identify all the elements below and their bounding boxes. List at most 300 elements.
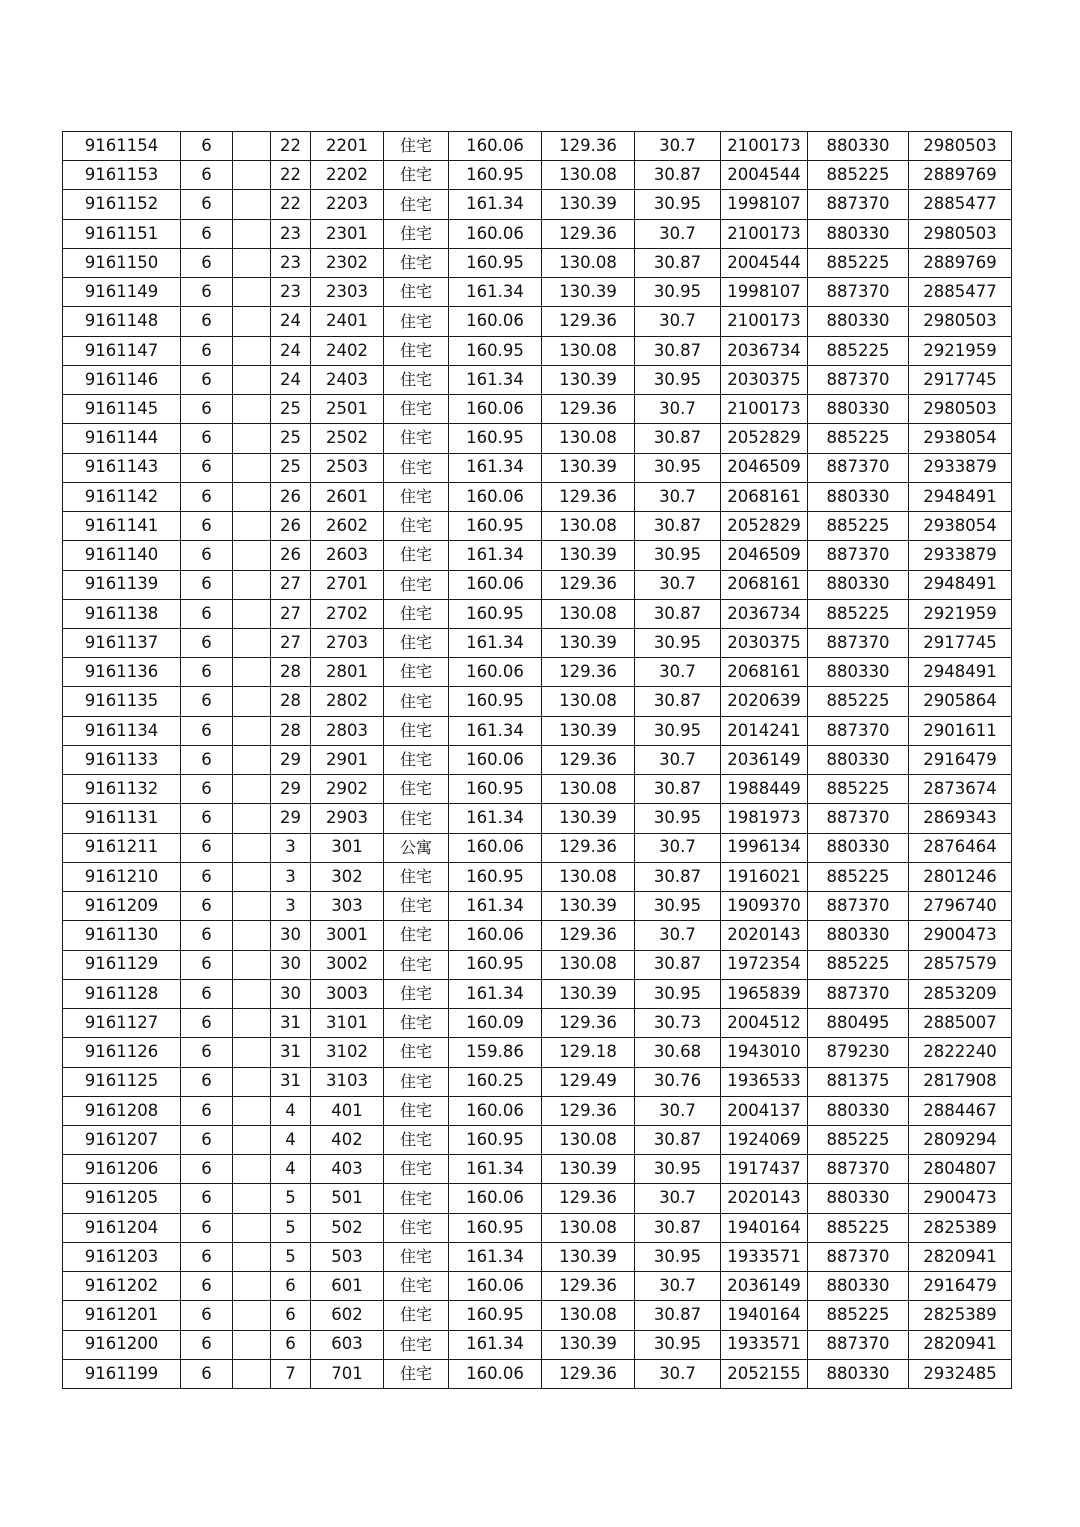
shared-area-cell: 30.7 [635, 219, 721, 248]
price-b-cell: 885225 [808, 687, 909, 716]
unit-cell [233, 395, 271, 424]
floor-cell: 5 [271, 1242, 311, 1271]
total-area-cell: 160.95 [449, 512, 542, 541]
total-price-cell: 2938054 [909, 512, 1012, 541]
room-number-cell: 2203 [311, 190, 384, 219]
total-price-cell: 2905864 [909, 687, 1012, 716]
floor-cell: 30 [271, 979, 311, 1008]
room-code-cell: 9161200 [63, 1330, 181, 1359]
price-b-cell: 885225 [808, 1301, 909, 1330]
shared-area-cell: 30.87 [635, 950, 721, 979]
room-code-cell: 9161133 [63, 745, 181, 774]
table-row [63, 1330, 1012, 1359]
room-number-cell: 2301 [311, 219, 384, 248]
shared-area-cell: 30.7 [635, 395, 721, 424]
room-number-cell: 2501 [311, 395, 384, 424]
usage-cell: 住宅 [384, 190, 449, 219]
shared-area-cell: 30.7 [635, 482, 721, 511]
room-number-cell: 2602 [311, 512, 384, 541]
inner-area-cell: 129.36 [542, 833, 635, 862]
table-row [63, 1242, 1012, 1271]
floor-cell: 24 [271, 307, 311, 336]
price-b-cell: 880330 [808, 921, 909, 950]
usage-cell: 住宅 [384, 921, 449, 950]
total-price-cell: 2820941 [909, 1330, 1012, 1359]
inner-area-cell: 129.36 [542, 1359, 635, 1388]
total-area-cell: 160.06 [449, 132, 542, 161]
shared-area-cell: 30.87 [635, 512, 721, 541]
table-row [63, 336, 1012, 365]
price-b-cell: 887370 [808, 979, 909, 1008]
usage-cell: 住宅 [384, 599, 449, 628]
total-price-cell: 2921959 [909, 599, 1012, 628]
shared-area-cell: 30.7 [635, 307, 721, 336]
price-a-cell: 1988449 [721, 775, 808, 804]
usage-cell: 住宅 [384, 1096, 449, 1125]
price-b-cell: 887370 [808, 453, 909, 482]
total-price-cell: 2916479 [909, 1272, 1012, 1301]
shared-area-cell: 30.7 [635, 745, 721, 774]
price-b-cell: 880330 [808, 1359, 909, 1388]
room-code-cell: 9161149 [63, 278, 181, 307]
total-area-cell: 160.06 [449, 219, 542, 248]
floor-cell: 25 [271, 395, 311, 424]
price-a-cell: 2046509 [721, 541, 808, 570]
unit-cell [233, 716, 271, 745]
table-body [63, 132, 1012, 1389]
total-price-cell: 2885477 [909, 190, 1012, 219]
usage-cell: 住宅 [384, 132, 449, 161]
total-area-cell: 160.95 [449, 1213, 542, 1242]
price-b-cell: 881375 [808, 1067, 909, 1096]
inner-area-cell: 130.08 [542, 599, 635, 628]
floor-cell: 4 [271, 1096, 311, 1125]
room-code-cell: 9161154 [63, 132, 181, 161]
room-number-cell: 2802 [311, 687, 384, 716]
shared-area-cell: 30.7 [635, 658, 721, 687]
shared-area-cell: 30.87 [635, 1213, 721, 1242]
price-a-cell: 1965839 [721, 979, 808, 1008]
table-row [63, 453, 1012, 482]
room-number-cell: 2303 [311, 278, 384, 307]
unit-cell [233, 599, 271, 628]
total-area-cell: 160.06 [449, 307, 542, 336]
price-a-cell: 2030375 [721, 628, 808, 657]
price-a-cell: 1917437 [721, 1155, 808, 1184]
usage-cell: 住宅 [384, 1125, 449, 1154]
building-cell: 6 [181, 950, 233, 979]
room-code-cell: 9161151 [63, 219, 181, 248]
unit-cell [233, 336, 271, 365]
unit-cell [233, 161, 271, 190]
price-a-cell: 2100173 [721, 219, 808, 248]
total-price-cell: 2980503 [909, 395, 1012, 424]
floor-cell: 5 [271, 1184, 311, 1213]
floor-cell: 26 [271, 512, 311, 541]
inner-area-cell: 130.08 [542, 862, 635, 891]
price-b-cell: 887370 [808, 365, 909, 394]
floor-cell: 6 [271, 1272, 311, 1301]
unit-cell [233, 921, 271, 950]
unit-cell [233, 482, 271, 511]
unit-cell [233, 1184, 271, 1213]
total-price-cell: 2921959 [909, 336, 1012, 365]
total-price-cell: 2980503 [909, 219, 1012, 248]
floor-cell: 22 [271, 161, 311, 190]
total-price-cell: 2917745 [909, 365, 1012, 394]
unit-cell [233, 1272, 271, 1301]
inner-area-cell: 130.39 [542, 804, 635, 833]
inner-area-cell: 130.39 [542, 190, 635, 219]
inner-area-cell: 129.18 [542, 1038, 635, 1067]
room-number-cell: 2202 [311, 161, 384, 190]
total-area-cell: 160.95 [449, 599, 542, 628]
floor-cell: 3 [271, 833, 311, 862]
table-row [63, 1155, 1012, 1184]
unit-cell [233, 658, 271, 687]
price-b-cell: 885225 [808, 336, 909, 365]
unit-cell [233, 424, 271, 453]
unit-cell [233, 541, 271, 570]
usage-cell: 住宅 [384, 1184, 449, 1213]
floor-cell: 28 [271, 687, 311, 716]
price-b-cell: 880330 [808, 395, 909, 424]
price-a-cell: 2052829 [721, 512, 808, 541]
total-price-cell: 2885007 [909, 1009, 1012, 1038]
shared-area-cell: 30.95 [635, 365, 721, 394]
unit-cell [233, 307, 271, 336]
usage-cell: 住宅 [384, 1242, 449, 1271]
unit-cell [233, 1096, 271, 1125]
inner-area-cell: 129.49 [542, 1067, 635, 1096]
total-price-cell: 2876464 [909, 833, 1012, 862]
building-cell: 6 [181, 336, 233, 365]
room-code-cell: 9161202 [63, 1272, 181, 1301]
price-b-cell: 885225 [808, 512, 909, 541]
floor-cell: 22 [271, 132, 311, 161]
price-b-cell: 885225 [808, 1125, 909, 1154]
shared-area-cell: 30.87 [635, 161, 721, 190]
table-row [63, 892, 1012, 921]
total-area-cell: 160.95 [449, 1125, 542, 1154]
table-row [63, 775, 1012, 804]
room-code-cell: 9161138 [63, 599, 181, 628]
price-a-cell: 1909370 [721, 892, 808, 921]
room-number-cell: 2502 [311, 424, 384, 453]
usage-cell: 住宅 [384, 1330, 449, 1359]
total-area-cell: 160.06 [449, 833, 542, 862]
building-cell: 6 [181, 190, 233, 219]
floor-cell: 29 [271, 804, 311, 833]
building-cell: 6 [181, 365, 233, 394]
price-b-cell: 880330 [808, 833, 909, 862]
total-price-cell: 2933879 [909, 541, 1012, 570]
room-number-cell: 701 [311, 1359, 384, 1388]
total-area-cell: 160.06 [449, 395, 542, 424]
table-row [63, 658, 1012, 687]
inner-area-cell: 129.36 [542, 1009, 635, 1038]
room-code-cell: 9161204 [63, 1213, 181, 1242]
price-a-cell: 1972354 [721, 950, 808, 979]
room-number-cell: 3003 [311, 979, 384, 1008]
price-b-cell: 885225 [808, 599, 909, 628]
table-row [63, 979, 1012, 1008]
price-a-cell: 1936533 [721, 1067, 808, 1096]
room-code-cell: 9161134 [63, 716, 181, 745]
room-code-cell: 9161148 [63, 307, 181, 336]
table-row [63, 1272, 1012, 1301]
shared-area-cell: 30.95 [635, 278, 721, 307]
room-code-cell: 9161152 [63, 190, 181, 219]
total-price-cell: 2796740 [909, 892, 1012, 921]
total-price-cell: 2900473 [909, 921, 1012, 950]
building-cell: 6 [181, 862, 233, 891]
building-cell: 6 [181, 278, 233, 307]
price-b-cell: 880330 [808, 658, 909, 687]
price-a-cell: 2052829 [721, 424, 808, 453]
inner-area-cell: 129.36 [542, 1272, 635, 1301]
inner-area-cell: 130.39 [542, 365, 635, 394]
building-cell: 6 [181, 804, 233, 833]
total-price-cell: 2889769 [909, 248, 1012, 277]
room-code-cell: 9161126 [63, 1038, 181, 1067]
unit-cell [233, 365, 271, 394]
price-a-cell: 2004544 [721, 161, 808, 190]
room-number-cell: 2801 [311, 658, 384, 687]
document-page [62, 131, 1011, 1389]
room-code-cell: 9161128 [63, 979, 181, 1008]
table-row [63, 628, 1012, 657]
room-number-cell: 3001 [311, 921, 384, 950]
inner-area-cell: 130.08 [542, 248, 635, 277]
inner-area-cell: 130.39 [542, 628, 635, 657]
shared-area-cell: 30.87 [635, 1301, 721, 1330]
building-cell: 6 [181, 892, 233, 921]
price-b-cell: 887370 [808, 804, 909, 833]
price-b-cell: 887370 [808, 892, 909, 921]
building-cell: 6 [181, 775, 233, 804]
room-number-cell: 2902 [311, 775, 384, 804]
total-price-cell: 2801246 [909, 862, 1012, 891]
price-a-cell: 2004512 [721, 1009, 808, 1038]
usage-cell: 住宅 [384, 1213, 449, 1242]
room-number-cell: 303 [311, 892, 384, 921]
price-a-cell: 2046509 [721, 453, 808, 482]
price-b-cell: 880330 [808, 482, 909, 511]
room-code-cell: 9161144 [63, 424, 181, 453]
usage-cell: 住宅 [384, 1272, 449, 1301]
shared-area-cell: 30.7 [635, 921, 721, 950]
building-cell: 6 [181, 1125, 233, 1154]
table-row [63, 219, 1012, 248]
total-price-cell: 2980503 [909, 132, 1012, 161]
shared-area-cell: 30.95 [635, 1242, 721, 1271]
total-price-cell: 2804807 [909, 1155, 1012, 1184]
table-row [63, 1359, 1012, 1388]
room-number-cell: 2302 [311, 248, 384, 277]
room-code-cell: 9161141 [63, 512, 181, 541]
table-row [63, 365, 1012, 394]
unit-cell [233, 132, 271, 161]
room-number-cell: 301 [311, 833, 384, 862]
floor-cell: 23 [271, 248, 311, 277]
inner-area-cell: 129.36 [542, 570, 635, 599]
usage-cell: 住宅 [384, 512, 449, 541]
table-row [63, 161, 1012, 190]
price-a-cell: 1940164 [721, 1213, 808, 1242]
usage-cell: 住宅 [384, 862, 449, 891]
room-code-cell: 9161127 [63, 1009, 181, 1038]
inner-area-cell: 130.39 [542, 979, 635, 1008]
inner-area-cell: 129.36 [542, 1096, 635, 1125]
total-area-cell: 160.95 [449, 950, 542, 979]
price-a-cell: 2036149 [721, 745, 808, 774]
room-number-cell: 401 [311, 1096, 384, 1125]
building-cell: 6 [181, 921, 233, 950]
table-row [63, 1301, 1012, 1330]
room-code-cell: 9161139 [63, 570, 181, 599]
price-b-cell: 880330 [808, 745, 909, 774]
room-code-cell: 9161203 [63, 1242, 181, 1271]
total-area-cell: 161.34 [449, 1330, 542, 1359]
usage-cell: 住宅 [384, 628, 449, 657]
building-cell: 6 [181, 1301, 233, 1330]
room-number-cell: 2601 [311, 482, 384, 511]
price-a-cell: 2020143 [721, 921, 808, 950]
usage-cell: 住宅 [384, 1359, 449, 1388]
price-b-cell: 885225 [808, 1213, 909, 1242]
room-number-cell: 3102 [311, 1038, 384, 1067]
total-area-cell: 160.09 [449, 1009, 542, 1038]
price-a-cell: 2052155 [721, 1359, 808, 1388]
floor-cell: 24 [271, 365, 311, 394]
room-code-cell: 9161205 [63, 1184, 181, 1213]
building-cell: 6 [181, 1359, 233, 1388]
building-cell: 6 [181, 453, 233, 482]
shared-area-cell: 30.87 [635, 599, 721, 628]
room-code-cell: 9161125 [63, 1067, 181, 1096]
total-area-cell: 160.95 [449, 424, 542, 453]
unit-cell [233, 1330, 271, 1359]
building-cell: 6 [181, 658, 233, 687]
total-price-cell: 2980503 [909, 307, 1012, 336]
inner-area-cell: 129.36 [542, 482, 635, 511]
total-area-cell: 160.95 [449, 336, 542, 365]
shared-area-cell: 30.7 [635, 833, 721, 862]
inner-area-cell: 130.08 [542, 161, 635, 190]
shared-area-cell: 30.95 [635, 1330, 721, 1359]
floor-cell: 27 [271, 570, 311, 599]
building-cell: 6 [181, 833, 233, 862]
total-price-cell: 2809294 [909, 1125, 1012, 1154]
price-b-cell: 880330 [808, 307, 909, 336]
price-b-cell: 885225 [808, 950, 909, 979]
building-cell: 6 [181, 570, 233, 599]
room-number-cell: 302 [311, 862, 384, 891]
inner-area-cell: 130.08 [542, 336, 635, 365]
floor-cell: 7 [271, 1359, 311, 1388]
floor-cell: 3 [271, 892, 311, 921]
total-price-cell: 2932485 [909, 1359, 1012, 1388]
shared-area-cell: 30.76 [635, 1067, 721, 1096]
room-number-cell: 3002 [311, 950, 384, 979]
price-b-cell: 880330 [808, 1096, 909, 1125]
room-number-cell: 2201 [311, 132, 384, 161]
building-cell: 6 [181, 541, 233, 570]
building-cell: 6 [181, 482, 233, 511]
building-cell: 6 [181, 132, 233, 161]
total-area-cell: 160.95 [449, 775, 542, 804]
shared-area-cell: 30.87 [635, 424, 721, 453]
total-area-cell: 160.95 [449, 1301, 542, 1330]
floor-cell: 27 [271, 599, 311, 628]
price-b-cell: 880330 [808, 1184, 909, 1213]
room-number-cell: 2402 [311, 336, 384, 365]
inner-area-cell: 130.08 [542, 512, 635, 541]
room-number-cell: 2903 [311, 804, 384, 833]
usage-cell: 住宅 [384, 395, 449, 424]
usage-cell: 住宅 [384, 307, 449, 336]
inner-area-cell: 130.39 [542, 892, 635, 921]
total-price-cell: 2825389 [909, 1301, 1012, 1330]
data-table [62, 131, 1012, 1389]
unit-cell [233, 219, 271, 248]
floor-cell: 28 [271, 716, 311, 745]
price-b-cell: 880330 [808, 219, 909, 248]
price-a-cell: 2036734 [721, 336, 808, 365]
total-area-cell: 160.95 [449, 161, 542, 190]
room-number-cell: 2503 [311, 453, 384, 482]
room-code-cell: 9161199 [63, 1359, 181, 1388]
inner-area-cell: 130.39 [542, 1242, 635, 1271]
floor-cell: 31 [271, 1009, 311, 1038]
unit-cell [233, 1009, 271, 1038]
table-row [63, 804, 1012, 833]
price-a-cell: 2020639 [721, 687, 808, 716]
total-price-cell: 2884467 [909, 1096, 1012, 1125]
total-area-cell: 160.06 [449, 570, 542, 599]
shared-area-cell: 30.7 [635, 1184, 721, 1213]
usage-cell: 住宅 [384, 161, 449, 190]
room-code-cell: 9161140 [63, 541, 181, 570]
room-number-cell: 3101 [311, 1009, 384, 1038]
unit-cell [233, 453, 271, 482]
price-b-cell: 880495 [808, 1009, 909, 1038]
total-price-cell: 2901611 [909, 716, 1012, 745]
price-a-cell: 2100173 [721, 307, 808, 336]
total-price-cell: 2817908 [909, 1067, 1012, 1096]
inner-area-cell: 130.39 [542, 541, 635, 570]
shared-area-cell: 30.95 [635, 541, 721, 570]
building-cell: 6 [181, 424, 233, 453]
unit-cell [233, 1301, 271, 1330]
floor-cell: 26 [271, 541, 311, 570]
price-b-cell: 885225 [808, 248, 909, 277]
price-a-cell: 1998107 [721, 190, 808, 219]
table-row [63, 950, 1012, 979]
table-row [63, 687, 1012, 716]
total-area-cell: 161.34 [449, 804, 542, 833]
room-number-cell: 2703 [311, 628, 384, 657]
unit-cell [233, 1213, 271, 1242]
usage-cell: 住宅 [384, 950, 449, 979]
total-price-cell: 2917745 [909, 628, 1012, 657]
floor-cell: 26 [271, 482, 311, 511]
shared-area-cell: 30.87 [635, 248, 721, 277]
table-row [63, 716, 1012, 745]
price-a-cell: 2068161 [721, 658, 808, 687]
total-area-cell: 161.34 [449, 278, 542, 307]
